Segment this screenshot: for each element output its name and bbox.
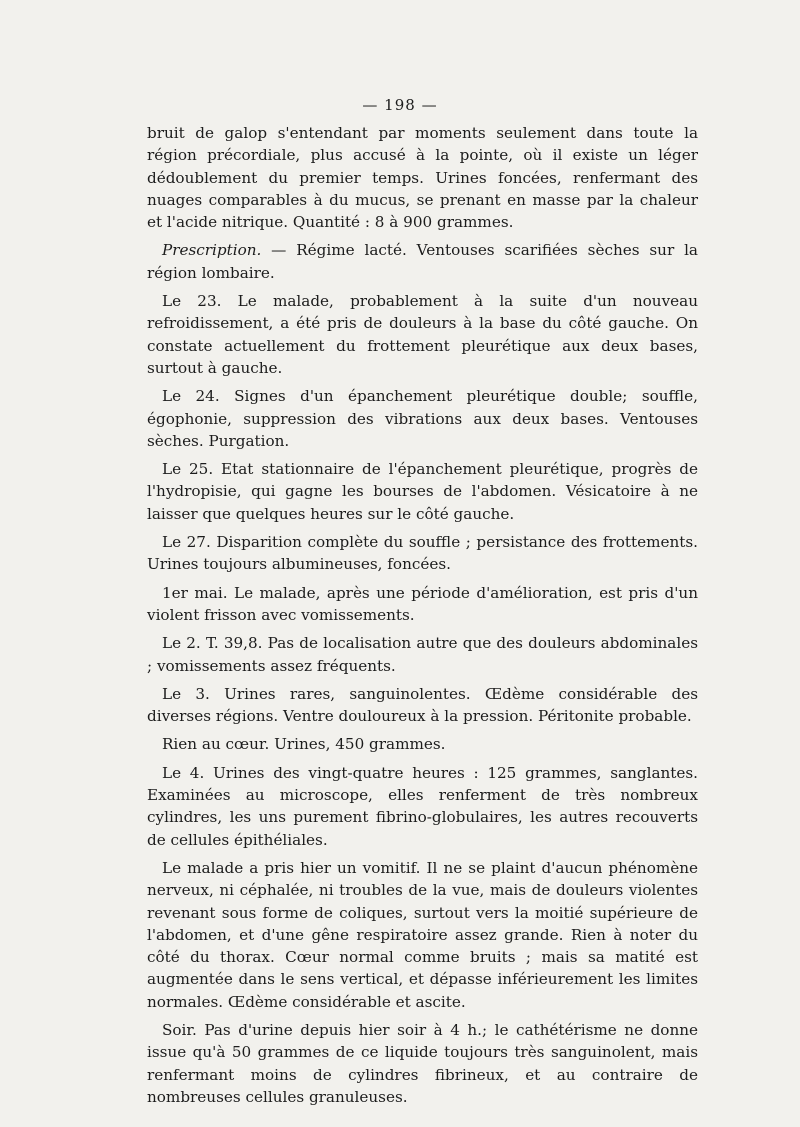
paragraph: Le 3. Urines rares, sanguinolentes. Œdème considérable des diverses régions. Ventre douloureux à la pression. Péritonite probable. [147, 684, 698, 726]
paragraph: Le 25. Etat stationnaire de l'épanchement pleurétique, progrès de l'hydropisie, qui gagne les bourses de l'abdomen. Vésicatoire à ne laisser que quelques heures sur le côté gauche. [147, 460, 698, 523]
paragraph: Le 24. Signes d'un épanchement pleurétique double; souffle, égophonie, suppression des vibrations aux deux bases. Ventouses sèches. Purgation. [147, 387, 698, 450]
prescription-label: Prescription. [162, 241, 262, 260]
page-number: — 198 — [362, 96, 438, 114]
paragraph: Le 4. Urines des vingt-quatre heures : 125 grammes, sanglantes. Examinées au microscope, elles renferment de très nombreux cylindres, les uns purement fibrino-globulaires, les autres recouverts de cellules épithéliales. [147, 763, 698, 849]
paragraph: Rien au cœur. Urines, 450 grammes. [162, 735, 446, 754]
body-text [147, 122, 698, 1108]
paragraph: Le 2. T. 39,8. Pas de localisation autre que des douleurs abdominales ; vomissements assez fréquents. [147, 634, 698, 675]
prescription-paragraph [147, 239, 698, 284]
paragraph: Le 27. Disparition complète du souffle ; persistance des frottements. Urines toujours albumineuses, foncées. [147, 533, 698, 574]
paragraph: Le 23. Le malade, probablement à la suite d'un nouveau refroidissement, a été pris de douleurs à la base du côté gauche. On constate actuellement du frottement pleurétique aux deux bases, surtout à gauche. [147, 292, 698, 377]
paragraph: 1er mai. Le malade, après une période d'amélioration, est pris d'un violent frisson avec vomissements. [147, 583, 698, 624]
prescription-text: — Régime lacté. Ventouses scarifiées sèches sur la région lombaire. [147, 241, 698, 282]
paragraph: bruit de galop s'entendant par moments seulement dans toute la région précordiale, plus accusé à la pointe, où il existe un léger dédoublement du premier temps. Urines foncées, renfermant des nuages comparables à du mucus, se prenant en masse par la chaleur et l'acide nitrique. Quantité : 8 à 900 grammes. [147, 124, 698, 232]
paragraph: Le malade a pris hier un vomitif. Il ne se plaint d'aucun phénomène nerveux, ni céphalée, ni troubles de la vue, mais de douleurs violentes revenant sous forme de coliques, surtout vers la moitié supérieure de l'abdomen, et d'une gêne respiratoire assez grande. Rien à noter du côté du thorax. Cœur normal comme bruits ; mais sa matité est augmentée dans le sens vertical, et dépasse inférieurement les limites normales. Œdème considérable et ascite. [147, 858, 698, 1011]
paragraph: Soir. Pas d'urine depuis hier soir à 4 h.; le cathétérisme ne donne issue qu'à 50 grammes de ce liquide toujours très sanguinolent, mais renfermant moins de cylindres fibrineux, et au contraire de nombreuses cellules granuleuses. [147, 1020, 698, 1106]
